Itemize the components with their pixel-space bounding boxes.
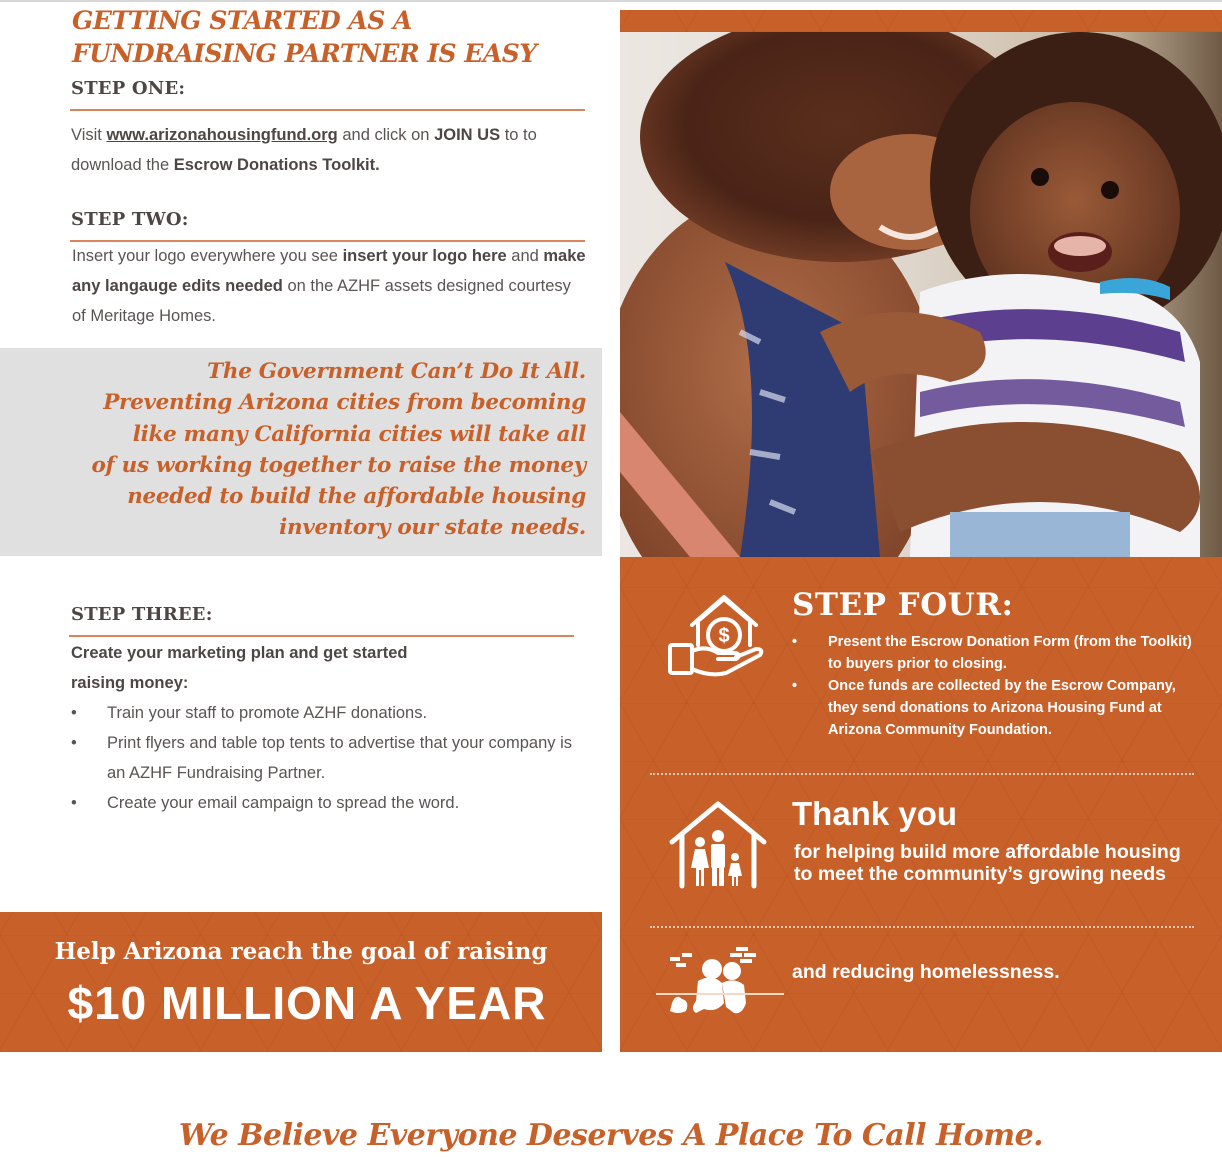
family-house-icon: [668, 800, 768, 890]
homeless-people-icon: [656, 943, 786, 1021]
website-link[interactable]: www.arizonahousingfund.org: [106, 126, 338, 144]
quote-line: The Government Can’t Do It All.: [207, 359, 586, 384]
list-item: [792, 631, 1192, 675]
bullet-icon: •: [792, 678, 798, 694]
step-two-title: STEP TWO:: [71, 209, 189, 230]
toolkit-label: Escrow Donations Toolkit.: [173, 156, 380, 174]
step-two-text-2: and: [506, 247, 544, 265]
quote-line: Preventing Arizona cities from becoming: [103, 390, 586, 416]
top-border: [0, 0, 1222, 2]
language-edits-label: make any langauge edits needed: [72, 247, 586, 295]
goal-banner-line-2: $10 MILLION A YEAR: [67, 977, 547, 1029]
step-three-rule: [69, 635, 574, 637]
list-item: [71, 698, 586, 728]
svg-text:$: $: [718, 625, 730, 647]
list-item: [792, 675, 1192, 741]
step-three-title: STEP THREE:: [71, 604, 213, 625]
quote-line: inventory our state needs.: [279, 515, 586, 541]
hand-house-dollar-icon: [666, 595, 766, 683]
goal-banner-line-1: Help Arizona reach the goal of raising: [54, 938, 548, 965]
step-one-text-1: Visit: [71, 126, 107, 144]
step-two-text-1: Insert your logo everywhere you see: [72, 247, 343, 265]
list-item: [71, 788, 586, 818]
step-three-intro-line-2: raising money:: [71, 674, 189, 692]
insert-logo-label: insert your logo here: [342, 247, 507, 265]
photo-illustration: [620, 32, 1222, 557]
quote-line: like many California cities will take all: [132, 421, 586, 447]
step-two-text-3: on the AZHF assets designed courtesy of Meritage Homes.: [72, 277, 571, 325]
mother-child-photo: [620, 32, 1222, 557]
quote-text: [26, 356, 586, 544]
step-one-rule: [70, 109, 585, 111]
list-item-text: Create your email campaign to spread the word.: [107, 794, 460, 812]
step-three-list: [71, 698, 586, 818]
bullet-icon: •: [71, 794, 77, 812]
step-three-intro: [71, 638, 591, 698]
bullet-icon: •: [792, 634, 798, 650]
step-one-text-2: and click on: [337, 126, 435, 144]
step-two-text: [72, 241, 587, 331]
quote-line: of us working together to raise the money: [91, 452, 586, 478]
list-item-text: Print flyers and table top tents to advertise that your company is an AZHF Fundraising Partner.: [107, 734, 572, 782]
step-three-intro-line-1: Create your marketing plan and get started: [71, 644, 408, 662]
step-four-list: [792, 631, 1192, 741]
step-four-title: STEP FOUR:: [792, 587, 1014, 623]
quote-box: [0, 348, 602, 556]
join-us-label: JOIN US: [434, 126, 501, 144]
photo-top-band: [620, 10, 1222, 32]
thank-you-subtitle: for helping build more affordable housing to meet the community’s growing needs: [794, 841, 1181, 885]
dotted-divider: [650, 926, 1194, 928]
step-four-panel: [620, 557, 1222, 1052]
list-item: [71, 728, 586, 788]
list-item-text: Train your staff to promote AZHF donations.: [107, 704, 428, 722]
headline-line-2: FUNDRAISING PARTNER IS EASY: [72, 39, 537, 68]
list-item-text: Once funds are collected by the Escrow Company, they send donations to Arizona Housing Fund at Arizona Community Foundation.: [828, 678, 1176, 738]
tagline: We Believe Everyone Deserves A Place To Call Home.: [178, 1118, 1044, 1153]
dotted-divider: [650, 773, 1194, 775]
step-one-text-3: to to download the: [71, 126, 537, 174]
headline-line-1: GETTING STARTED AS A: [72, 6, 412, 35]
list-item-text: Present the Escrow Donation Form (from the Toolkit) to buyers prior to closing.: [828, 634, 1192, 672]
step-one-title: STEP ONE:: [71, 78, 186, 99]
thank-you-title: Thank you: [792, 795, 958, 832]
step-one-text: [71, 120, 591, 180]
page-headline: [72, 4, 592, 70]
goal-banner: [0, 912, 602, 1052]
bullet-icon: •: [71, 704, 77, 722]
bullet-icon: •: [71, 734, 77, 752]
homelessness-text: and reducing homelessness.: [792, 961, 1060, 983]
quote-line: needed to build the affordable housing: [127, 484, 586, 510]
